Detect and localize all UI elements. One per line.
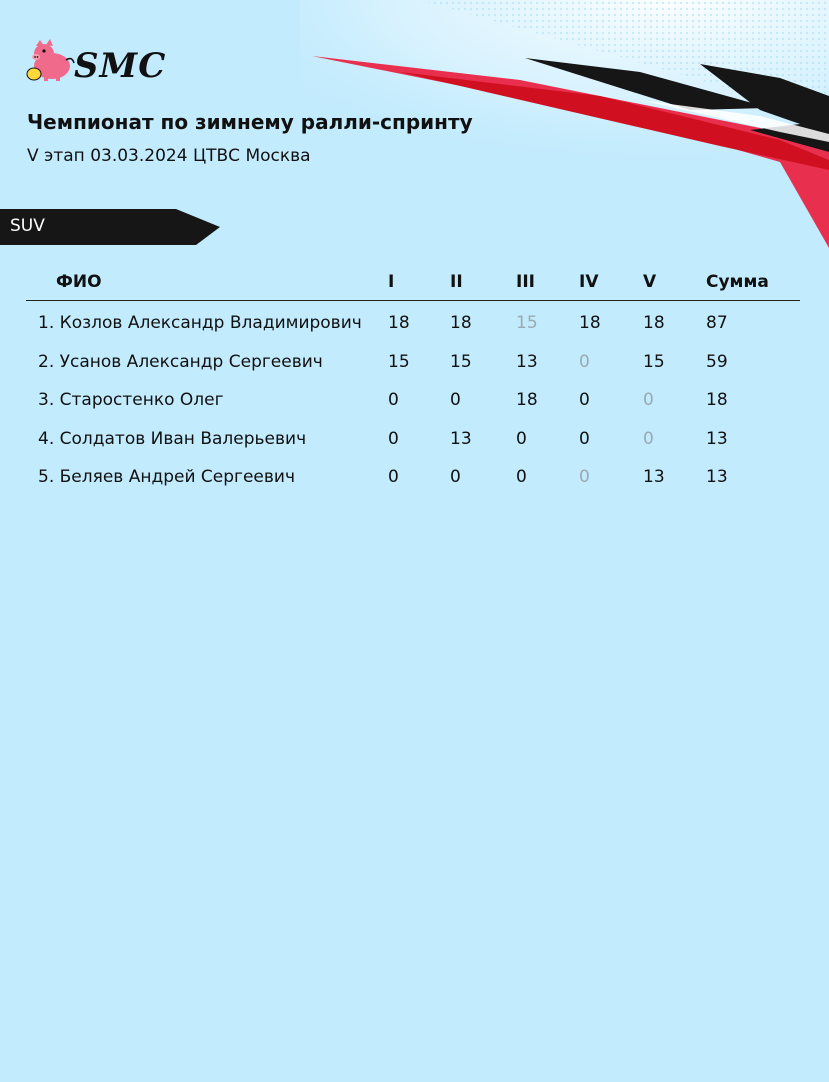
header-stage-5: V [643, 272, 657, 292]
stage-5-score: 13 [643, 467, 665, 487]
stage-1-score: 0 [388, 390, 399, 410]
table-row [26, 352, 800, 391]
event-subtitle: V этап 03.03.2024 ЦТВС Москва [27, 146, 311, 166]
table-row [26, 313, 800, 352]
stage-1-score: 15 [388, 351, 410, 372]
header-stage-4: IV [579, 272, 599, 292]
header-stage-3: III [516, 272, 535, 292]
category-banner [0, 209, 220, 245]
stage-2-score: 0 [450, 467, 461, 487]
stage-4-score: 0 [579, 390, 590, 410]
stage-3-score: 0 [516, 428, 527, 449]
stage-5-score: 15 [643, 351, 665, 372]
stage-4-score: 0 [579, 467, 590, 487]
driver-name: 3. Старостенко Олег [38, 390, 224, 410]
driver-name: 4. Солдатов Иван Валерьевич [38, 428, 307, 449]
stage-2-score: 0 [450, 390, 461, 410]
stage-1-score: 0 [388, 467, 399, 487]
table-header [26, 270, 800, 301]
stage-2-score: 13 [450, 428, 472, 449]
stage-3-score: 0 [516, 467, 527, 487]
driver-name: 5. Беляев Андрей Сергеевич [38, 467, 296, 487]
stage-2-score: 15 [450, 351, 472, 372]
header-name: ФИО [56, 272, 102, 292]
total-score: 18 [706, 390, 728, 410]
header-stage-1: I [388, 272, 395, 292]
stage-3-score: 18 [516, 390, 538, 410]
header-sum: Сумма [706, 272, 769, 292]
table-row [26, 467, 800, 506]
table-row [26, 429, 800, 468]
stage-5-score: 0 [643, 428, 654, 449]
driver-name: 2. Усанов Александр Сергеевич [38, 351, 323, 372]
stage-3-score: 13 [516, 351, 538, 372]
stage-2-score: 18 [450, 313, 472, 333]
stage-4-score: 0 [579, 351, 590, 372]
total-score: 87 [706, 313, 728, 333]
header-stage-2: II [450, 272, 463, 292]
page-title: Чемпионат по зимнему ралли-спринту [27, 110, 473, 134]
stage-1-score: 18 [388, 313, 410, 333]
total-score: 13 [706, 467, 728, 487]
stage-1-score: 0 [388, 428, 399, 449]
logo-text: SMC [74, 46, 167, 86]
stage-5-score: 18 [643, 313, 665, 333]
table-row [26, 390, 800, 429]
results-table [26, 270, 800, 506]
total-score: 13 [706, 428, 728, 449]
category-label: SUV [10, 216, 45, 236]
stage-4-score: 0 [579, 428, 590, 449]
stage-5-score: 0 [643, 390, 654, 410]
total-score: 59 [706, 351, 728, 372]
stage-3-score: 15 [516, 313, 538, 333]
driver-name: 1. Козлов Александр Владимирович [38, 313, 362, 333]
stage-4-score: 18 [579, 313, 601, 333]
